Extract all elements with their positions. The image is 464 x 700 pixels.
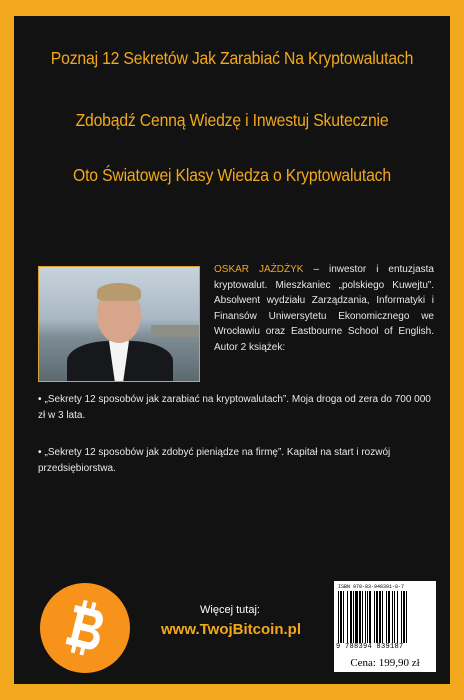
isbn-label: ISBN 978-83-948391-8-7 [338,584,405,590]
author-bio [214,262,434,355]
photo-hair [97,283,141,301]
book-item-1-text: „Sekrety 12 sposobów jak zarabiać na kryptowalutach”. Moja droga od zera do 700 000 zł w 3 lata. [38,394,431,421]
barcode-bars [338,591,432,643]
book-item-2 [38,445,436,476]
book-item-2-text: „Sekrety 12 sposobów jak zdobyć pieniądze na firmę”. Kapitał na start i rozwój przedsiębiorstwa. [38,447,391,474]
more-info-label: Więcej tutaj: [200,604,260,616]
author-name: OSKAR JAŻDŻYK [214,264,304,275]
isbn-barcode [334,581,436,655]
headline-3: Oto Światowej Klasy Wiedza o Kryptowalutach [73,165,391,185]
bullet-icon: • [38,394,42,405]
website-link[interactable]: www.TwojBitcoin.pl [161,621,301,638]
bullet-icon: • [38,447,42,458]
author-photo [38,266,200,382]
headline-1: Poznaj 12 Sekretów Jak Zarabiać Na Kryptowalutach [50,48,414,68]
book-item-1 [38,392,436,423]
photo-background-city [151,325,200,337]
author-bio-text: – inwestor i entuzjasta kryptowalut. Mieszkaniec „polskiego Kuwejtu”. Absolwent wydziału Zarządzania, Informatyki i Finansów Uniwersytetu Ekonomicznego we Wrocławiu oraz Eastbourne School of English. Autor 2 książek: [214,264,434,353]
barcode-digits: 9 788394 839187 [336,643,404,651]
headline-2: Zdobądź Cenną Wiedzę i Inwestuj Skutecznie [75,110,389,130]
bitcoin-symbol-icon [40,583,130,673]
bitcoin-logo-icon [40,583,130,673]
price-label: Cena: 199,90 zł [334,655,436,672]
